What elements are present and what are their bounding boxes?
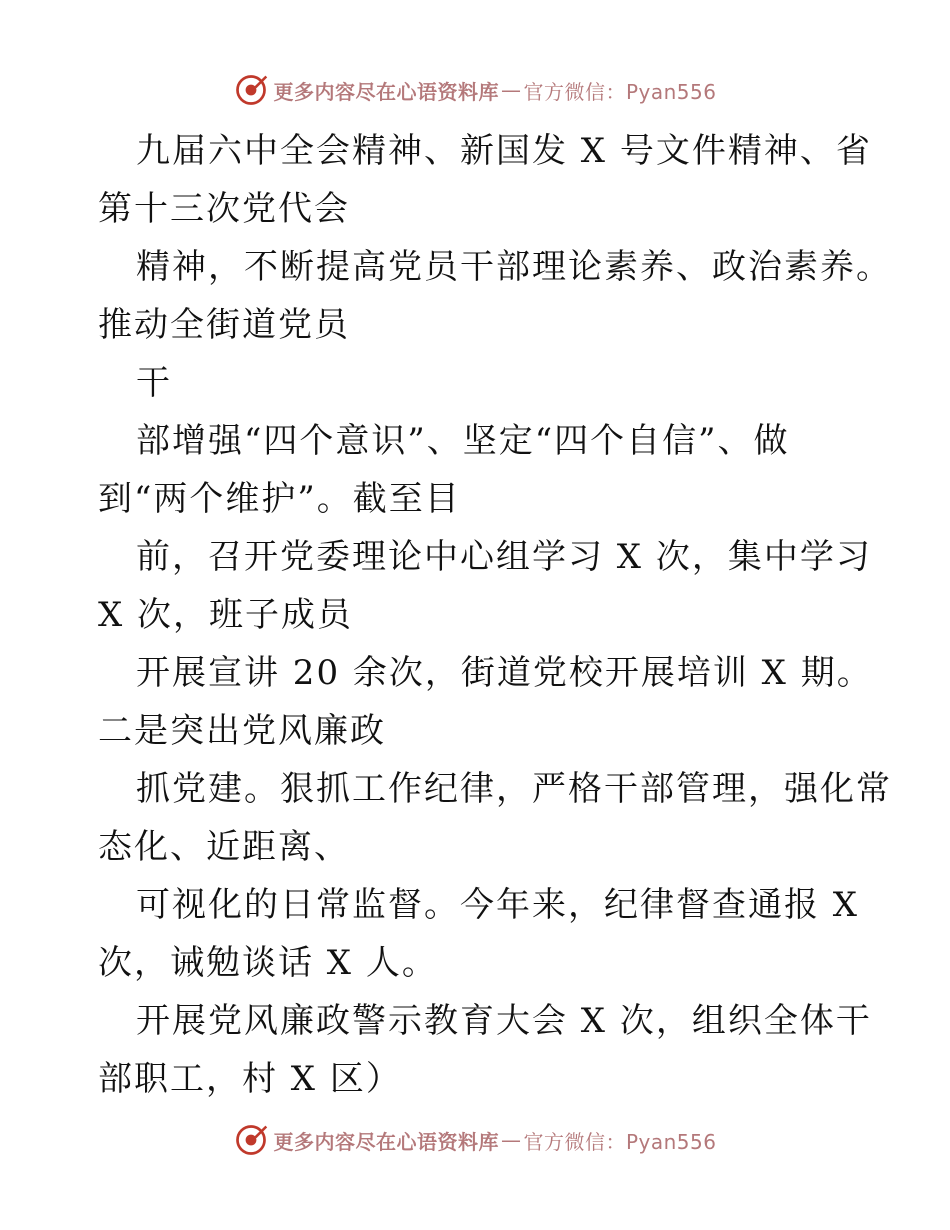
- banner-contact: 官方微信：Pyan556: [523, 1129, 717, 1154]
- text-line: 九届六中全会精神、新国发 X 号文件精神、省: [136, 131, 872, 171]
- text-line: 到“两个维护”。截至目: [98, 479, 461, 519]
- pen-logo-icon: [233, 72, 269, 108]
- banner-label: 更多内容尽在心语资料库: [273, 1129, 499, 1154]
- text-line: 可视化的日常监督。今年来，纪律督查通报 X: [136, 885, 860, 925]
- text-line: 推动全街道党员: [98, 305, 350, 345]
- text-line: 干: [136, 363, 172, 403]
- banner-contact: 官方微信：Pyan556: [523, 79, 717, 104]
- text-line: 第十三次党代会: [98, 189, 350, 229]
- document-body: [98, 122, 892, 1108]
- text-line: 二是突出党风廉政: [98, 711, 386, 751]
- text-line: 部增强“四个意识”、坚定“四个自信”、做: [136, 421, 790, 461]
- text-line: 部职工，村 X 区）: [98, 1059, 402, 1099]
- header-banner: [0, 70, 950, 110]
- pen-logo-icon: [233, 1122, 269, 1158]
- text-line: 态化、近距离、: [98, 827, 350, 867]
- text-line: 前，召开党委理论中心组学习 X 次，集中学习: [136, 537, 872, 577]
- footer-banner: [0, 1120, 950, 1160]
- text-line: 次，诫勉谈话 X 人。: [98, 943, 438, 983]
- text-line: 抓党建。狠抓工作纪律，严格干部管理，强化常: [136, 769, 892, 809]
- banner-separator: —: [500, 1128, 522, 1152]
- text-line: 开展宣讲 20 余次，街道党校开展培训 X 期。: [136, 653, 873, 693]
- banner-label: 更多内容尽在心语资料库: [273, 79, 499, 104]
- text-line: X 次，班子成员: [98, 595, 354, 635]
- text-line: 精神，不断提高党员干部理论素养、政治素养。: [136, 247, 892, 287]
- text-line: 开展党风廉政警示教育大会 X 次，组织全体干: [136, 1001, 872, 1041]
- banner-separator: —: [500, 78, 522, 102]
